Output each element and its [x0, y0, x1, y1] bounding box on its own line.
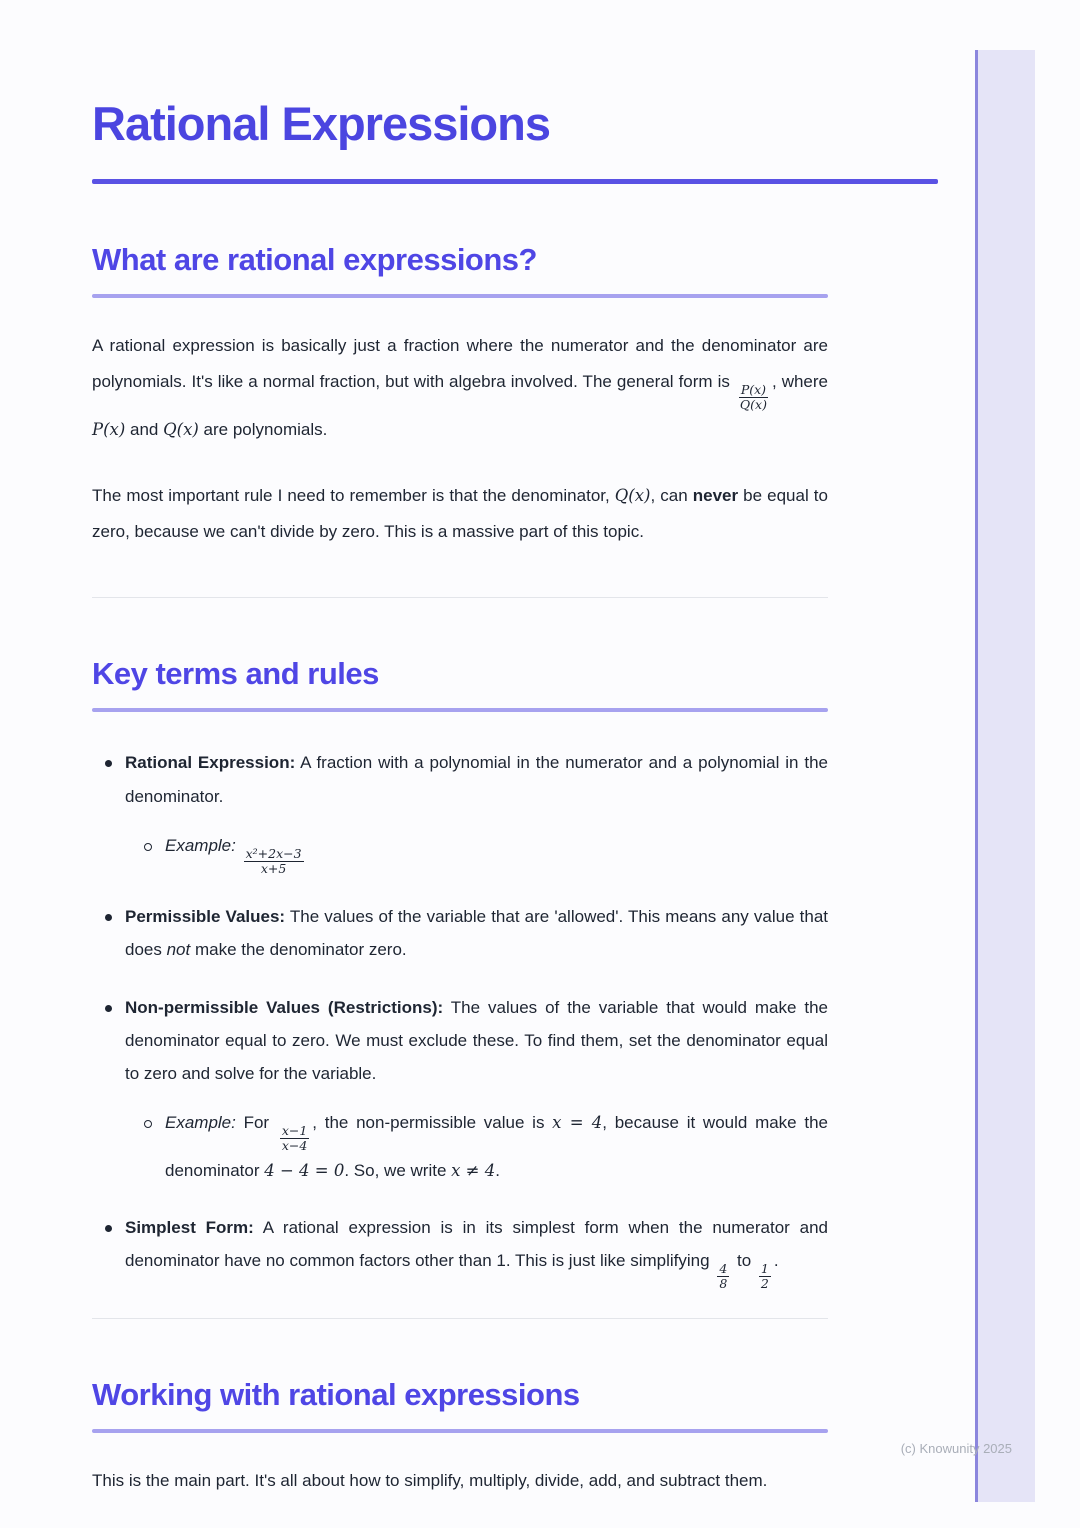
text-run: to — [732, 1250, 756, 1270]
list-item-text — [125, 746, 828, 876]
text-run: A rational expression is in its simplest form when the numerator and denominator have no common factors other than 1. This is just like simplifying — [125, 1217, 828, 1270]
paragraph — [92, 478, 828, 549]
text-run: , because it would make the denominator — [165, 1112, 828, 1180]
fraction-denominator: 2 — [760, 1276, 769, 1292]
math-inline: x ≠ 4 — [451, 1160, 496, 1180]
text-run: A fraction with a polynomial in the numerator and a polynomial in the denominator. — [125, 753, 828, 806]
bullet-dot-icon — [105, 760, 112, 767]
example-label: Example: — [165, 835, 241, 855]
text-run: are polynomials. — [198, 420, 328, 440]
fraction-denominator: 8 — [719, 1276, 728, 1292]
sub-list-item — [144, 1106, 828, 1187]
math-inline: Q(x) — [163, 420, 199, 440]
text-run: The values of the variable that would make the denominator equal to zero. We must exclude these. To find them, set the denominator equal to zero and solve for the variable. — [125, 997, 828, 1083]
example-label: Example: — [165, 1112, 236, 1132]
bullet-dot-icon — [105, 914, 112, 921]
text-run: . — [773, 1250, 779, 1270]
term-label: Permissible Values: — [125, 907, 286, 927]
list-item — [105, 900, 828, 966]
fraction-denominator: x+5 — [260, 860, 287, 876]
text-run: The most important rule I need to remember is that the denominator, — [92, 486, 615, 505]
text-run: . — [495, 1160, 500, 1180]
text-run: The values of the variable that are 'allowed'. This means any value that does — [125, 907, 828, 960]
math-inline: x = 4 — [552, 1112, 603, 1132]
text-run: A rational expression is basically just a fraction where the numerator and the denominator are polynomials. It's like a normal fraction, but with algebra involved. The general form is — [92, 336, 828, 391]
section-rule — [92, 1429, 828, 1433]
list-item-text — [125, 900, 828, 966]
list-item — [105, 1211, 828, 1292]
list-item — [105, 746, 828, 876]
bold-text: never — [692, 486, 739, 505]
math-inline: P(x) — [92, 420, 126, 440]
fraction-numerator: P(x) — [740, 381, 767, 397]
math-inline: 4 − 4 = 0 — [264, 1160, 345, 1180]
section-rule — [92, 708, 828, 712]
watermark: (c) Knowunity 2025 — [900, 1441, 1012, 1456]
italic-text: not — [166, 940, 191, 960]
fraction — [244, 847, 304, 877]
section-divider — [92, 1318, 828, 1319]
title-rule — [92, 179, 938, 184]
key-terms-list — [92, 746, 828, 1291]
text-run: make the denominator zero. — [190, 940, 407, 960]
fraction — [738, 383, 769, 413]
bullet-dot-icon — [105, 1005, 112, 1012]
paragraph — [92, 328, 828, 448]
text-run: and — [125, 420, 164, 440]
section-divider — [92, 597, 828, 598]
text-run: , can — [650, 486, 693, 505]
bullet-dot-icon — [105, 1225, 112, 1232]
section-heading-working-with: Working with rational expressions — [92, 1376, 580, 1412]
fraction — [717, 1262, 729, 1292]
term-label: Simplest Form: — [125, 1217, 254, 1237]
section-heading-what-are: What are rational expressions? — [92, 242, 537, 277]
bullet-circle-icon — [144, 843, 152, 851]
section-rule — [92, 294, 828, 298]
list-item — [105, 991, 828, 1187]
fraction-numerator: 4 — [719, 1260, 728, 1276]
paragraph: This is the main part. It's all about how to simplify, multiply, divide, add, and subtract them. — [92, 1470, 768, 1490]
fraction-numerator: 1 — [760, 1260, 769, 1276]
text-run: For — [235, 1112, 277, 1132]
fraction-denominator: Q(x) — [739, 396, 767, 412]
document-content — [92, 96, 828, 1498]
fraction-denominator: x−4 — [281, 1138, 308, 1154]
term-label: Rational Expression: — [125, 753, 296, 773]
bullet-circle-icon — [144, 1120, 152, 1128]
page-title: Rational Expressions — [92, 97, 550, 150]
list-item-text — [125, 1211, 828, 1292]
fraction-numerator: x²+2x−3 — [245, 845, 302, 861]
text-run: , where — [771, 371, 828, 391]
text-run: , the non-permissible value is — [312, 1112, 553, 1132]
text-run: . So, we write — [344, 1160, 452, 1180]
text-run: be equal to zero, because we can't divide by zero. This is a massive part of this topic. — [92, 486, 828, 541]
sub-item-text — [165, 829, 828, 877]
sub-item-text — [165, 1106, 828, 1187]
fraction — [759, 1262, 771, 1292]
math-inline: Q(x) — [614, 486, 651, 505]
term-label: Non-permissible Values (Restrictions): — [125, 997, 444, 1017]
fraction — [280, 1124, 309, 1154]
list-item-text — [125, 991, 828, 1187]
section-heading-key-terms: Key terms and rules — [92, 656, 379, 692]
fraction-numerator: x−1 — [281, 1122, 308, 1138]
sub-list-item — [144, 829, 828, 877]
side-scroll-band — [978, 50, 1035, 1502]
